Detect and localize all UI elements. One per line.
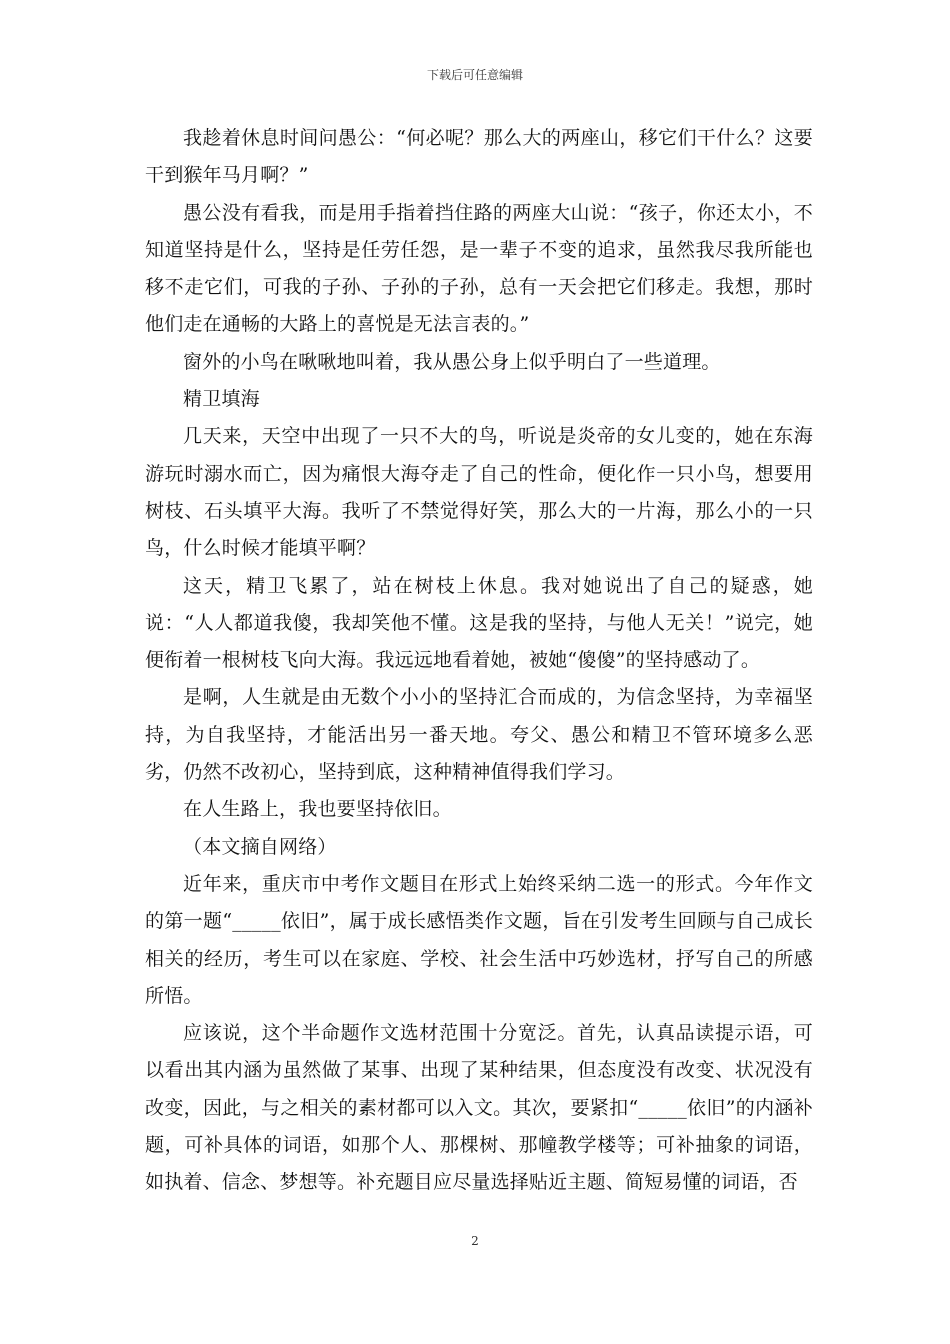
paragraph: 是啊，人生就是由无数个小小的坚持汇合而成的，为信念坚持，为幸福坚持，为自我坚持，才能活出另一番天地。夸父、愚公和精卫不管环境多么恶劣，仍然不改初心，坚持到底，这种精神值得我们学习。: [145, 686, 813, 784]
paragraph: 应该说，这个半命题作文选材范围十分宽泛。首先，认真品读提示语，可以看出其内涵为虽然做了某事、出现了某种结果，但态度没有改变、状况没有改变，因此，与之相关的素材都可以入文。其次，要紧扣“_____依旧”的内涵补题，可补具体的词语，如那个人、那棵树、那幢教学楼等；可补抽象的词语，如执着、信念、梦想等。补充题目应尽量选择贴近主题、简短易懂的词语，否: [145, 1022, 813, 1194]
paragraph: 这天，精卫飞累了，站在树枝上休息。我对她说出了自己的疑惑，她说：“人人都道我傻，我却笑他不懂。这是我的坚持，与他人无关！”说完，她便衔着一根树枝飞向大海。我远远地看着她，被她“傻傻”的坚持感动了。: [145, 574, 813, 672]
page-header: 下载后可任意编辑: [426, 68, 523, 82]
page-number: 2: [471, 1234, 479, 1248]
paragraph: 我趁着休息时间问愚公：“何必呢？那么大的两座山，移它们干什么？这要干到猴年马月啊？”: [145, 127, 813, 187]
document-body: [145, 120, 813, 1202]
paragraph: 愚公没有看我，而是用手指着挡住路的两座大山说：“孩子，你还太小，不知道坚持是什么，坚持是任劳任怨，是一辈子不变的追求，虽然我尽我所能也移不走它们，可我的子孙、子孙的子孙，总有一天会把它们移走。我想，那时他们走在通畅的大路上的喜悦是无法言表的。”: [145, 201, 813, 336]
paragraph: 在人生路上，我也要坚持依旧。: [183, 798, 452, 821]
source-note: （本文摘自网络）: [183, 835, 337, 858]
section-heading: 精卫填海: [183, 388, 260, 411]
paragraph: 几天来，天空中出现了一只不大的鸟，听说是炎帝的女儿变的，她在东海游玩时溺水而亡，因为痛恨大海夺走了自己的性命，便化作一只小鸟，想要用树枝、石头填平大海。我听了不禁觉得好笑，那么大的一片海，那么小的一只鸟，什么时候才能填平啊？: [145, 425, 813, 560]
paragraph: 窗外的小鸟在啾啾地叫着，我从愚公身上似乎明白了一些道理。: [183, 350, 721, 373]
paragraph: 近年来，重庆市中考作文题目在形式上始终采纳二选一的形式。今年作文的第一题“_____依旧”，属于成长感悟类作文题，旨在引发考生回顾与自己成长相关的经历，考生可以在家庭、学校、社会生活中巧妙选材，抒写自己的所感所悟。: [145, 872, 813, 1007]
